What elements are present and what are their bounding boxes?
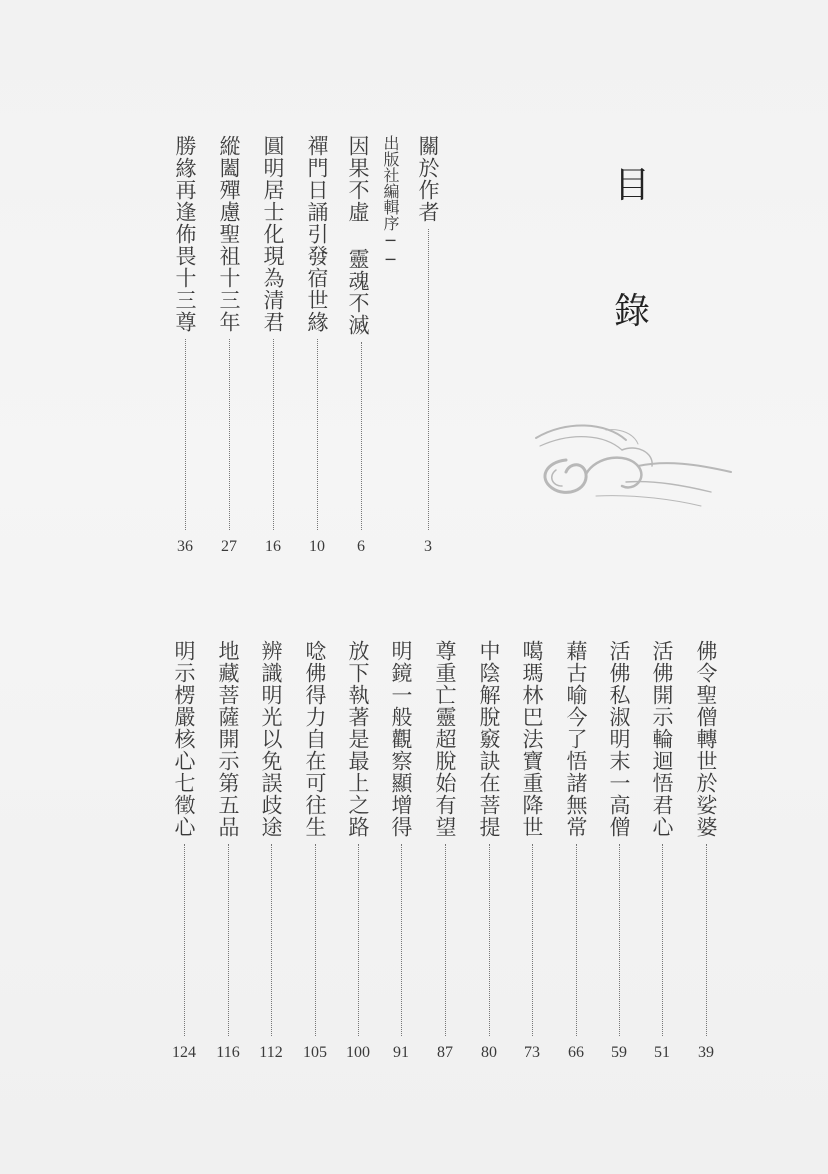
leader-dots bbox=[358, 844, 359, 1036]
leader-dots bbox=[315, 844, 316, 1036]
title-char: 目 bbox=[613, 165, 650, 206]
leader-dots bbox=[662, 844, 663, 1036]
toc-entry-subtitle: 出版社編輯序── bbox=[381, 135, 400, 269]
leader-dots bbox=[185, 339, 186, 530]
toc-entry[interactable] bbox=[213, 640, 243, 1062]
title-char: 錄 bbox=[613, 291, 650, 332]
leader-dots bbox=[428, 229, 429, 530]
toc-entry-title: 辨識明光以免誤歧途 bbox=[259, 640, 283, 838]
toc-entry[interactable] bbox=[604, 640, 634, 1062]
leader-dots bbox=[532, 844, 533, 1036]
toc-entry[interactable] bbox=[647, 640, 677, 1062]
toc-entry[interactable] bbox=[413, 135, 443, 556]
toc-entry[interactable] bbox=[300, 640, 330, 1062]
toc-page-number: 51 bbox=[654, 1044, 670, 1061]
toc-entry[interactable] bbox=[256, 640, 286, 1062]
toc-page-number: 116 bbox=[216, 1044, 240, 1061]
toc-page-number: 6 bbox=[357, 538, 365, 555]
toc-entry-title: 地藏菩薩開示第五品 bbox=[216, 640, 240, 838]
leader-dots bbox=[706, 844, 707, 1036]
toc-entry-title: 尊重亡靈超脫始有望 bbox=[433, 640, 457, 838]
toc-entry-title: 噶瑪林巴法寶重降世 bbox=[520, 640, 544, 838]
leader-dots bbox=[489, 844, 490, 1036]
toc-entry[interactable] bbox=[214, 135, 244, 556]
toc-entry-title: 禪門日誦引發宿世緣 bbox=[305, 135, 329, 333]
toc-entry-title: 明示楞嚴核心七徵心 bbox=[172, 640, 196, 838]
leader-dots bbox=[228, 844, 229, 1036]
leader-dots bbox=[445, 844, 446, 1036]
leader-dots bbox=[361, 342, 362, 530]
leader-dots bbox=[229, 339, 230, 530]
toc-entry-title: 放下執著是最上之路 bbox=[346, 640, 370, 838]
toc-entry[interactable] bbox=[517, 640, 547, 1062]
toc-entry-title: 活佛私淑明末一高僧 bbox=[607, 640, 631, 838]
toc-entry[interactable] bbox=[170, 135, 200, 556]
toc-entry-title: 佛令聖僧轉世於娑婆 bbox=[694, 640, 718, 838]
toc-entry-title: 因果不虛 靈魂不滅 bbox=[346, 135, 370, 336]
toc-entry-title: 活佛開示輪迴悟君心 bbox=[650, 640, 674, 838]
toc-page-number: 87 bbox=[437, 1044, 453, 1061]
toc-entry-title: 藉古喻今了悟諸無常 bbox=[564, 640, 588, 838]
toc-page-number: 39 bbox=[698, 1044, 714, 1061]
toc-entry[interactable] bbox=[474, 640, 504, 1062]
toc-page-number: 124 bbox=[172, 1044, 196, 1061]
toc-page-number: 10 bbox=[309, 538, 325, 555]
toc-title bbox=[612, 165, 652, 332]
toc-page-number: 73 bbox=[524, 1044, 540, 1061]
toc-page-number: 105 bbox=[303, 1044, 327, 1061]
toc-entry[interactable] bbox=[343, 640, 373, 1062]
toc-entry-title: 縱闔殫慮聖祖十三年 bbox=[217, 135, 241, 333]
toc-page-number: 91 bbox=[393, 1044, 409, 1061]
leader-dots bbox=[271, 844, 272, 1036]
toc-page-number: 16 bbox=[265, 538, 281, 555]
toc-entry-title: 圓明居士化現為清君 bbox=[261, 135, 285, 333]
toc-entry[interactable] bbox=[258, 135, 288, 556]
leader-dots bbox=[401, 844, 402, 1036]
leader-dots bbox=[619, 844, 620, 1036]
leader-dots bbox=[184, 844, 185, 1036]
toc-entry[interactable] bbox=[169, 640, 199, 1062]
toc-page-number: 59 bbox=[611, 1044, 627, 1061]
leader-dots bbox=[317, 339, 318, 530]
toc-page-number: 27 bbox=[221, 538, 237, 555]
toc-entry[interactable] bbox=[691, 640, 721, 1062]
leader-dots bbox=[273, 339, 274, 530]
toc-page-number: 80 bbox=[481, 1044, 497, 1061]
toc-entry-title: 中陰解脫竅訣在菩提 bbox=[477, 640, 501, 838]
toc-entry-title: 明鏡一般觀察顯增得 bbox=[389, 640, 413, 838]
toc-entry-title: 唸佛得力自在可往生 bbox=[303, 640, 327, 838]
toc-page-number: 66 bbox=[568, 1044, 584, 1061]
leader-dots bbox=[576, 844, 577, 1036]
cloud-ornament-icon bbox=[526, 410, 736, 510]
toc-page-number: 3 bbox=[424, 538, 432, 555]
toc-entry[interactable] bbox=[346, 135, 402, 556]
toc-page-number: 36 bbox=[177, 538, 193, 555]
toc-entry-title-group bbox=[343, 135, 405, 336]
toc-entry[interactable] bbox=[430, 640, 460, 1062]
toc-entry-title: 關於作者 bbox=[416, 135, 440, 223]
toc-page-number: 100 bbox=[346, 1044, 370, 1061]
toc-entry[interactable] bbox=[561, 640, 591, 1062]
toc-page-number: 112 bbox=[259, 1044, 283, 1061]
toc-entry[interactable] bbox=[386, 640, 416, 1062]
toc-entry[interactable] bbox=[302, 135, 332, 556]
toc-entry-title: 勝緣再逢佈畏十三尊 bbox=[173, 135, 197, 333]
